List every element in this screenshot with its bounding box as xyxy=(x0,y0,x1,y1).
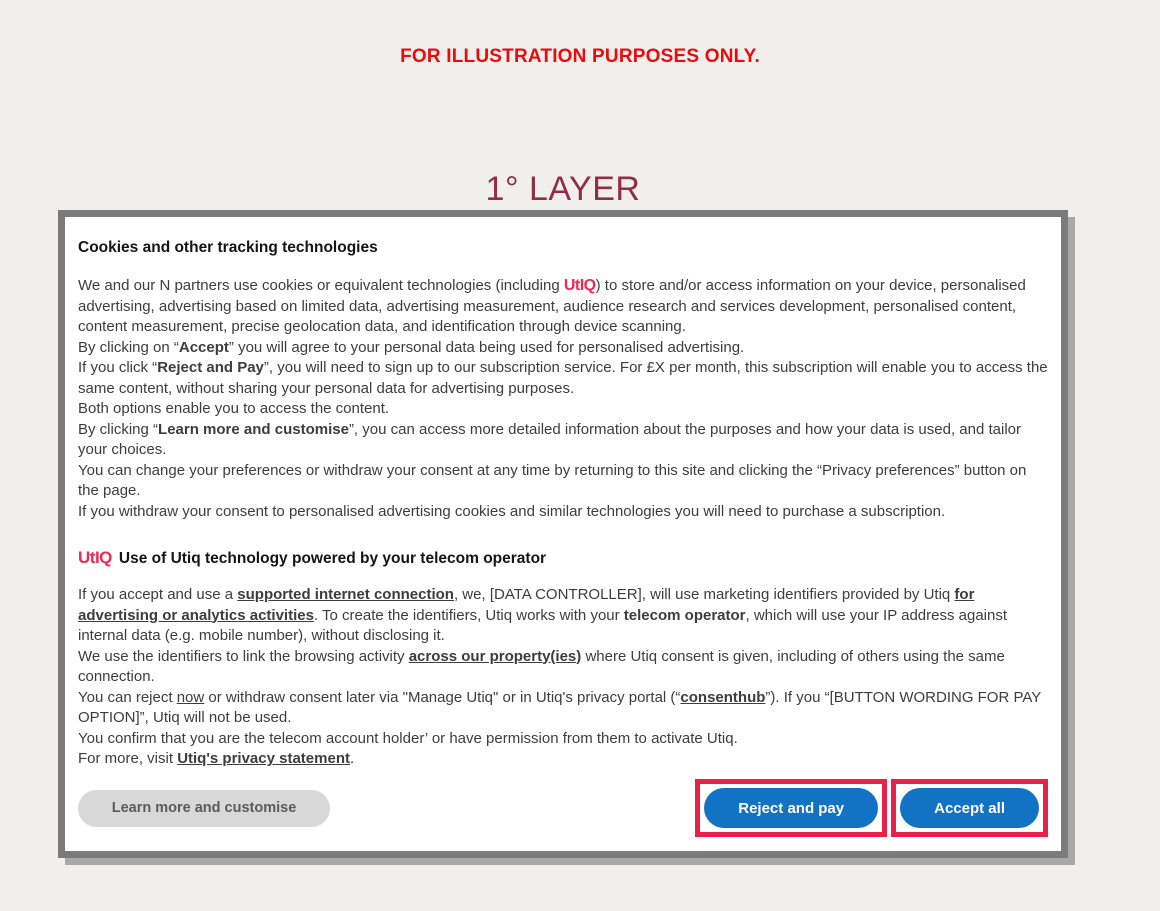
text-run: If you accept and use a xyxy=(78,586,238,603)
text-run: Reject and Pay xyxy=(157,359,264,376)
text-run: If you click “ xyxy=(78,359,158,376)
supported-internet-connection-link[interactable]: supported internet connection xyxy=(237,586,454,603)
layer-title: 1° LAYER xyxy=(485,170,641,208)
utiq-section-heading-text: Use of Utiq technology powered by your telecom operator xyxy=(118,550,547,567)
utiq-privacy-statement-link[interactable]: Utiq's privacy statement xyxy=(177,750,350,767)
accept-all-button[interactable]: Accept all xyxy=(900,788,1039,828)
text-run: By clicking on “ xyxy=(78,338,179,356)
text-run: ”). If you “[BUTTON WORDING FOR PAY OPTION]”, Utiq will not be used. xyxy=(78,688,1041,726)
utiq-logo: UtIQ xyxy=(563,277,596,294)
text-run: . To create the identifiers, Utiq works with your xyxy=(313,606,624,624)
dialog-footer xyxy=(78,779,1048,837)
learn-more-button[interactable]: Learn more and customise xyxy=(78,790,330,827)
text-line xyxy=(78,461,1048,502)
reject-highlight-box xyxy=(695,779,887,837)
text-run: , we, [DATA CONTROLLER], will use marketing identifiers provided by Utiq xyxy=(453,586,955,603)
text-run: We and our N partners use cookies or equivalent technologies (including xyxy=(78,277,564,294)
text-line xyxy=(78,276,1048,338)
text-run: You can reject xyxy=(78,688,177,706)
utiq-section-heading xyxy=(78,548,1048,568)
text-run: . xyxy=(349,750,355,767)
text-line xyxy=(78,358,1048,399)
reject-now-link[interactable]: now xyxy=(176,688,205,706)
text-line xyxy=(78,729,1048,750)
text-run: If you withdraw your consent to personalised advertising cookies and similar technologies you will need to purchase a subscription. xyxy=(78,502,946,520)
text-run: or withdraw consent later via "Manage Utiq" or in Utiq's privacy portal (“ xyxy=(204,688,681,706)
intro-paragraphs xyxy=(78,276,1048,522)
text-run: ”, you can access more detailed information about the purposes and how your data is used, and tailor your choices. xyxy=(78,420,1022,458)
reject-and-pay-button[interactable]: Reject and pay xyxy=(704,788,878,828)
text-line xyxy=(78,502,1048,523)
text-run: telecom operator xyxy=(623,606,746,624)
text-line xyxy=(78,420,1048,461)
text-run: We use the identifiers to link the browsing activity xyxy=(78,647,409,665)
accept-highlight-box xyxy=(891,779,1048,837)
text-run: For more, visit xyxy=(78,750,178,767)
illustration-disclaimer: FOR ILLUSTRATION PURPOSES ONLY. xyxy=(400,46,760,67)
text-run: You can change your preferences or withdraw your consent at any time by returning to this site and clicking the “Privacy preferences” button on the page. xyxy=(78,461,1027,499)
text-run: ) to store and/or access information on your device, personalised advertising, advertising based on limited data, advertising measurement, audience research and services development, personalised content, content measurement, precise geolocation data, and identification through device scanning. xyxy=(78,277,1026,335)
cookie-consent-dialog xyxy=(58,210,1068,858)
utiq-paragraphs xyxy=(78,585,1048,770)
text-run: ”, you will need to sign up to our subscription service. For £X per month, this subscription will enable you to access the same content, without sharing your personal data for advertising purposes. xyxy=(78,359,1048,397)
utiq-logo: UtIQ xyxy=(78,548,112,567)
text-line xyxy=(78,647,1048,688)
text-line xyxy=(78,585,1048,647)
text-line xyxy=(78,399,1048,420)
consenthub-link[interactable]: consenthub xyxy=(680,688,766,706)
text-run: By clicking “ xyxy=(78,420,159,438)
text-run: Accept xyxy=(178,338,229,356)
text-line xyxy=(78,749,1048,770)
text-run: Learn more and customise xyxy=(158,420,349,438)
text-run: ” you will agree to your personal data being used for personalised advertising. xyxy=(228,338,745,356)
across-property-link[interactable]: across our property(ies) xyxy=(408,647,582,665)
text-run: You confirm that you are the telecom account holder’ or have permission from them to activate Utiq. xyxy=(78,729,738,747)
text-line xyxy=(78,688,1048,729)
text-line xyxy=(78,338,1048,359)
text-run: where Utiq consent is given, including of others using the same connection. xyxy=(78,647,1005,685)
dialog-heading: Cookies and other tracking technologies xyxy=(78,239,378,256)
advertising-analytics-activities-link[interactable]: for advertising or analytics activities xyxy=(78,586,975,624)
text-run: , which will use your IP address against internal data (e.g. mobile number), without disclosing it. xyxy=(78,606,1008,644)
text-run: Both options enable you to access the content. xyxy=(78,400,390,417)
